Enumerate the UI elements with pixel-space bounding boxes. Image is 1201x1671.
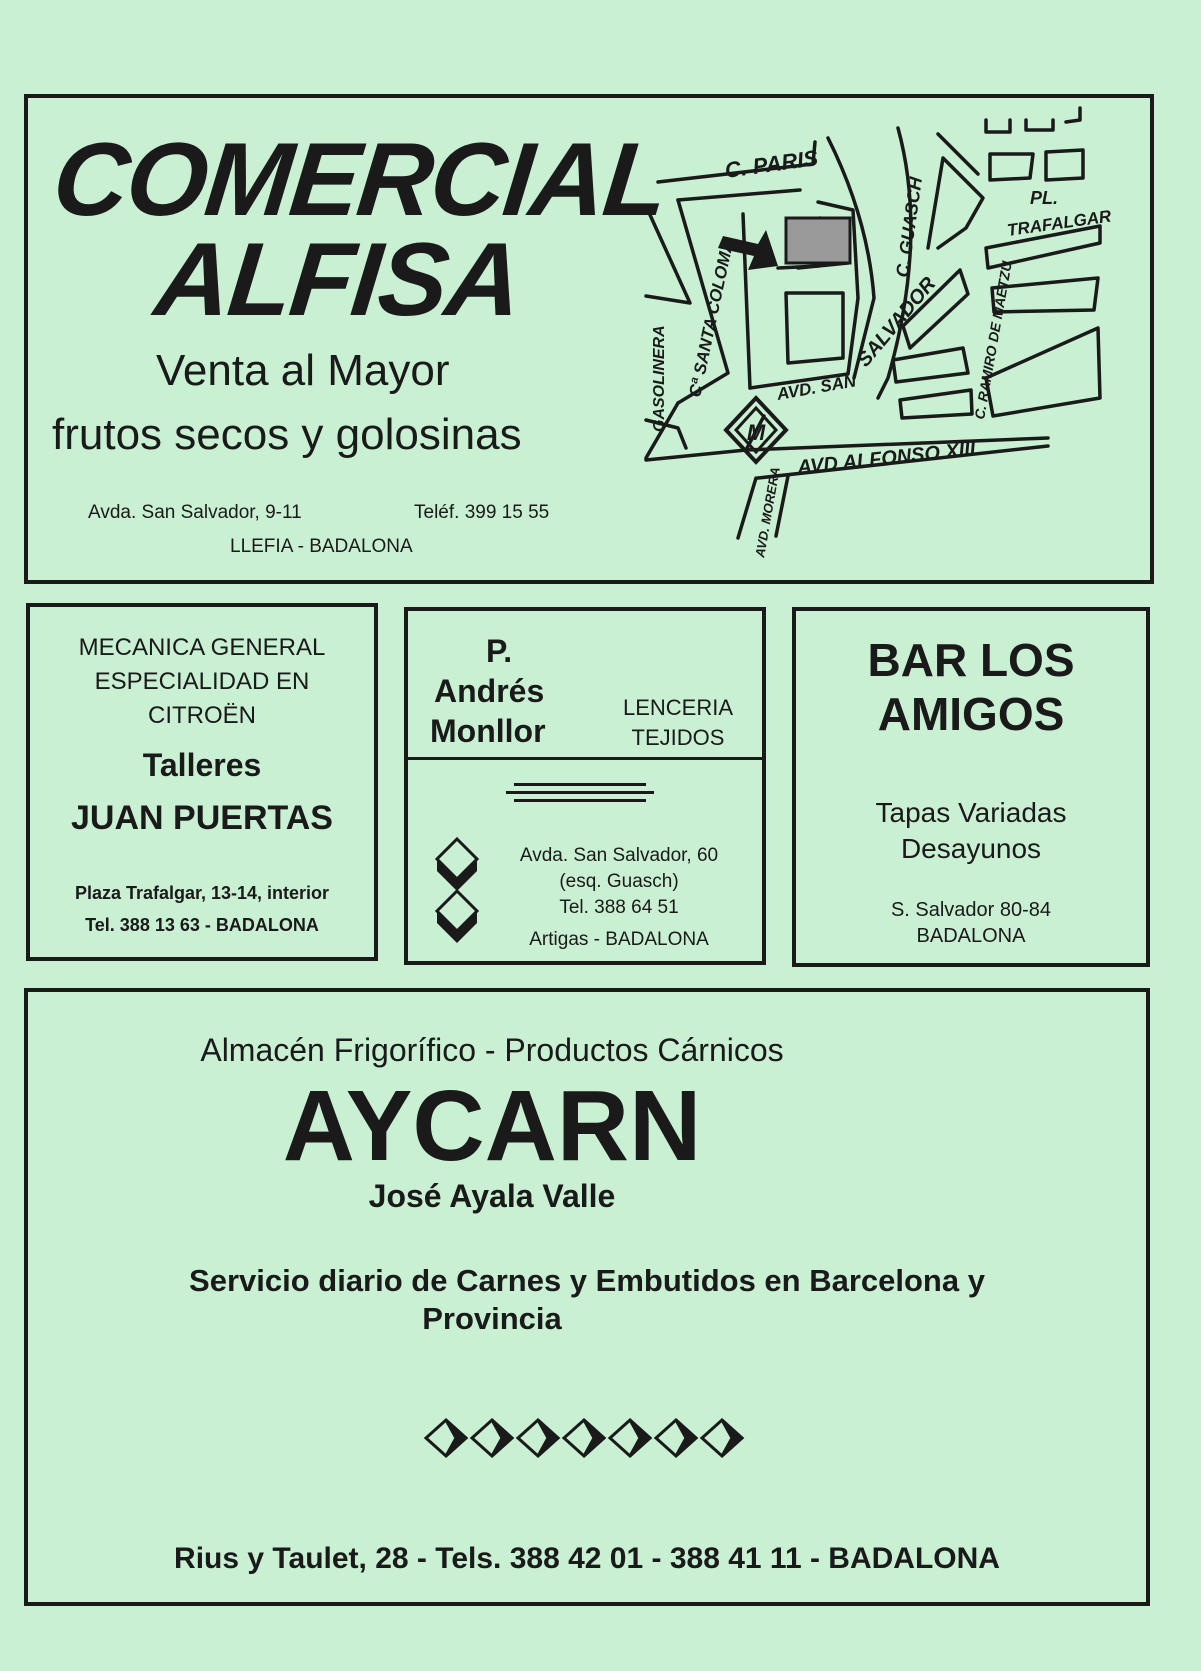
aycarn-subtitle: Almacén Frigorífico - Productos Cárnicos [200, 1032, 784, 1068]
alfisa-phone: Teléf. 399 15 55 [414, 502, 550, 523]
map-label-ramiro: C. RAMIRO DE MAETZU [971, 259, 1015, 421]
aycarn-owner: José Ayala Valle [368, 1178, 616, 1214]
talleres-title2: JUAN PUERTAS [71, 799, 333, 837]
monllor-cat2: TEJIDOS [631, 725, 725, 750]
alfisa-locality: LLEFIA - BADALONA [230, 536, 413, 557]
map-label-avd-lower: AVD. MORERA [752, 465, 783, 559]
monllor-rule3 [514, 799, 646, 802]
aycarn-name: AYCARN [282, 1070, 702, 1182]
map-label-guasch: C. GUASCH [892, 175, 927, 279]
alfisa-ad [24, 94, 1154, 584]
talleres-line3: CITROËN [148, 702, 256, 729]
map-label-salvador: SALVADOR [852, 273, 941, 372]
map-label-alfonso: AVD ALFONSO XIII [796, 438, 977, 479]
alfisa-address: Avda. San Salvador, 9-11 [88, 502, 302, 523]
alfisa-tagline1: Venta al Mayor [156, 346, 450, 395]
bar-line2: Desayunos [900, 833, 1042, 864]
bar-addr: S. Salvador 80-84 [890, 899, 1052, 921]
map-label-avd-san: AVD. SAN [775, 371, 858, 404]
map-label-pl: PL. [1030, 188, 1059, 208]
bar-line1: Tapas Variadas [875, 797, 1067, 828]
talleres-title1: Talleres [142, 747, 262, 783]
map-label-trafalgar: TRAFALGAR [1005, 206, 1113, 240]
monllor-cat1: LENCERIA [622, 695, 734, 720]
alfisa-name-line2: ALFISA [149, 222, 526, 338]
monllor-divider [408, 757, 762, 760]
talleres-line1: MECANICA GENERAL [78, 634, 326, 661]
monllor-p: P. [486, 633, 513, 669]
monllor-phone: Tel. 388 64 51 [559, 897, 679, 918]
aycarn-service2: Provincia [422, 1301, 562, 1336]
bar-name2: AMIGOS [877, 688, 1065, 740]
alfisa-tagline2: frutos secos y golosinas [52, 410, 522, 459]
monllor-locality: Artigas - BADALONA [529, 929, 709, 950]
aycarn-service1: Servicio diario de Carnes y Embutidos en Barcelona y [189, 1263, 985, 1298]
bar-locality: BADALONA [916, 925, 1026, 947]
bar-ad [792, 607, 1150, 967]
monllor-addr1: Avda. San Salvador, 60 [519, 845, 719, 866]
aycarn-ad [24, 988, 1150, 1606]
aycarn-contact: Rius y Taulet, 28 - Tels. 388 42 01 - 388 41 11 - BADALONA [174, 1542, 1000, 1575]
talleres-ad [26, 603, 378, 961]
aycarn-logo-icon [424, 1416, 754, 1460]
monllor-ad [404, 607, 766, 965]
map-label-santa-coloma: Cª SANTA COLOMA [685, 238, 738, 399]
talleres-line2: ESPECIALIDAD EN [94, 668, 310, 695]
monllor-logo-icon [434, 837, 480, 945]
monllor-name2: Monllor [430, 713, 546, 749]
alfisa-name-line1: COMERCIAL [47, 122, 672, 238]
monllor-addr2: (esq. Guasch) [559, 871, 679, 892]
metro-label: M [746, 420, 766, 445]
talleres-address: Plaza Trafalgar, 13-14, interior [74, 883, 330, 903]
map-label-gasolinera: GASOLINERA [651, 325, 668, 432]
talleres-phone: Tel. 388 13 63 - BADALONA [85, 915, 319, 935]
map-label-paris: C. PARIS [723, 145, 820, 183]
location-map [638, 98, 1158, 584]
bar-name1: BAR LOS [867, 634, 1075, 686]
monllor-rule2 [506, 791, 654, 794]
monllor-name1: Andrés [434, 673, 545, 709]
monllor-rule1 [514, 783, 646, 786]
